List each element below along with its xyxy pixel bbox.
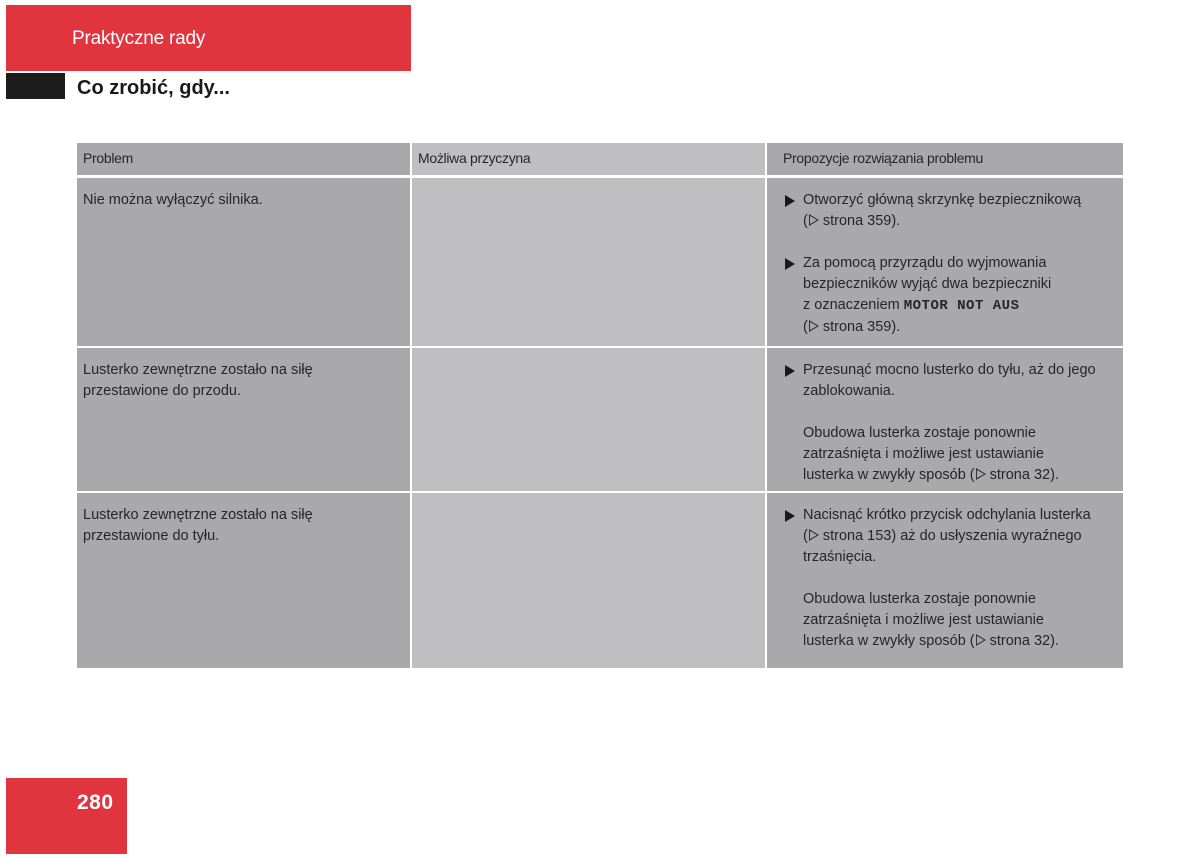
note-line: zatrzaśnięta i możliwe jest ustawianie [803, 612, 1044, 628]
step-line-code: z oznaczeniem MOTOR NOT AUS [803, 297, 1020, 314]
step-line: Za pomocą przyrządu do wyjmowania [803, 255, 1047, 271]
bullet-arrow-icon [785, 258, 795, 270]
page-title: Co zrobić, gdy... [77, 77, 230, 99]
note-line: Obudowa lusterka zostaje ponownie [803, 425, 1036, 441]
solution-note [783, 589, 1123, 652]
page-number-box [6, 778, 127, 854]
solution-step [783, 360, 1123, 402]
page-reference-icon [809, 214, 819, 226]
page-reference-icon [809, 529, 819, 541]
note-reference: lusterka w zwykły sposób ( strona 32). [803, 467, 1059, 483]
page-reference-icon [976, 468, 986, 480]
solution-step [783, 505, 1123, 568]
step-line: Przesunąć mocno lusterko do tyłu, aż do jego [803, 362, 1096, 378]
step-line: bezpieczników wyjąć dwa bezpieczniki [803, 276, 1052, 292]
note-reference: lusterka w zwykły sposób ( strona 32). [803, 633, 1059, 649]
page-reference-icon [976, 634, 986, 646]
table-row-2-problem [77, 348, 410, 491]
note-line: Obudowa lusterka zostaje ponownie [803, 591, 1036, 607]
step-line: trzaśnięcia. [803, 549, 877, 565]
table-row-2-solution [767, 348, 1123, 491]
problem-text: Lusterko zewnętrzne zostało na siłę [83, 507, 313, 523]
section-tab [6, 5, 411, 71]
column-header-problem: Problem [77, 143, 410, 175]
problem-text: Nie można wyłączyć silnika. [83, 192, 263, 208]
step-reference: ( strona 359). [803, 319, 901, 335]
bullet-arrow-icon [785, 365, 795, 377]
bullet-arrow-icon [785, 510, 795, 522]
step-line: Nacisnąć krótko przycisk odchylania lusterka [803, 507, 1091, 523]
table-row-3-problem [77, 493, 410, 668]
table-row-1-cause [412, 178, 765, 346]
problem-text: przestawione do tyłu. [83, 528, 220, 544]
step-reference: ( strona 153) aż do usłyszenia wyraźnego [803, 528, 1082, 544]
section-tab-label: Praktyczne rady [72, 28, 206, 49]
solution-note [783, 423, 1123, 486]
section-marker [6, 73, 65, 99]
page-reference-icon [809, 320, 819, 332]
fuse-label-code: MOTOR NOT AUS [903, 298, 1020, 314]
table-row-3-cause [412, 493, 765, 668]
table-row-1-problem [77, 178, 410, 346]
column-header-cause: Możliwa przyczyna [412, 143, 765, 175]
step-line: zablokowania. [803, 383, 895, 399]
column-header-solution: Propozycje rozwiązania problemu [767, 143, 1123, 175]
problem-text: Lusterko zewnętrzne zostało na siłę [83, 362, 313, 378]
page-number: 280 [77, 791, 114, 814]
troubleshooting-table [77, 143, 1123, 668]
step-reference: ( strona 359). [803, 213, 901, 229]
step-line: Otworzyć główną skrzynkę bezpiecznikową [803, 192, 1082, 208]
bullet-arrow-icon [785, 195, 795, 207]
problem-text: przestawione do przodu. [83, 383, 241, 399]
note-line: zatrzaśnięta i możliwe jest ustawianie [803, 446, 1044, 462]
table-row-3-solution [767, 493, 1123, 668]
table-row-1-solution [767, 178, 1123, 346]
solution-step [783, 190, 1123, 232]
table-row-2-cause [412, 348, 765, 491]
solution-step [783, 253, 1123, 338]
